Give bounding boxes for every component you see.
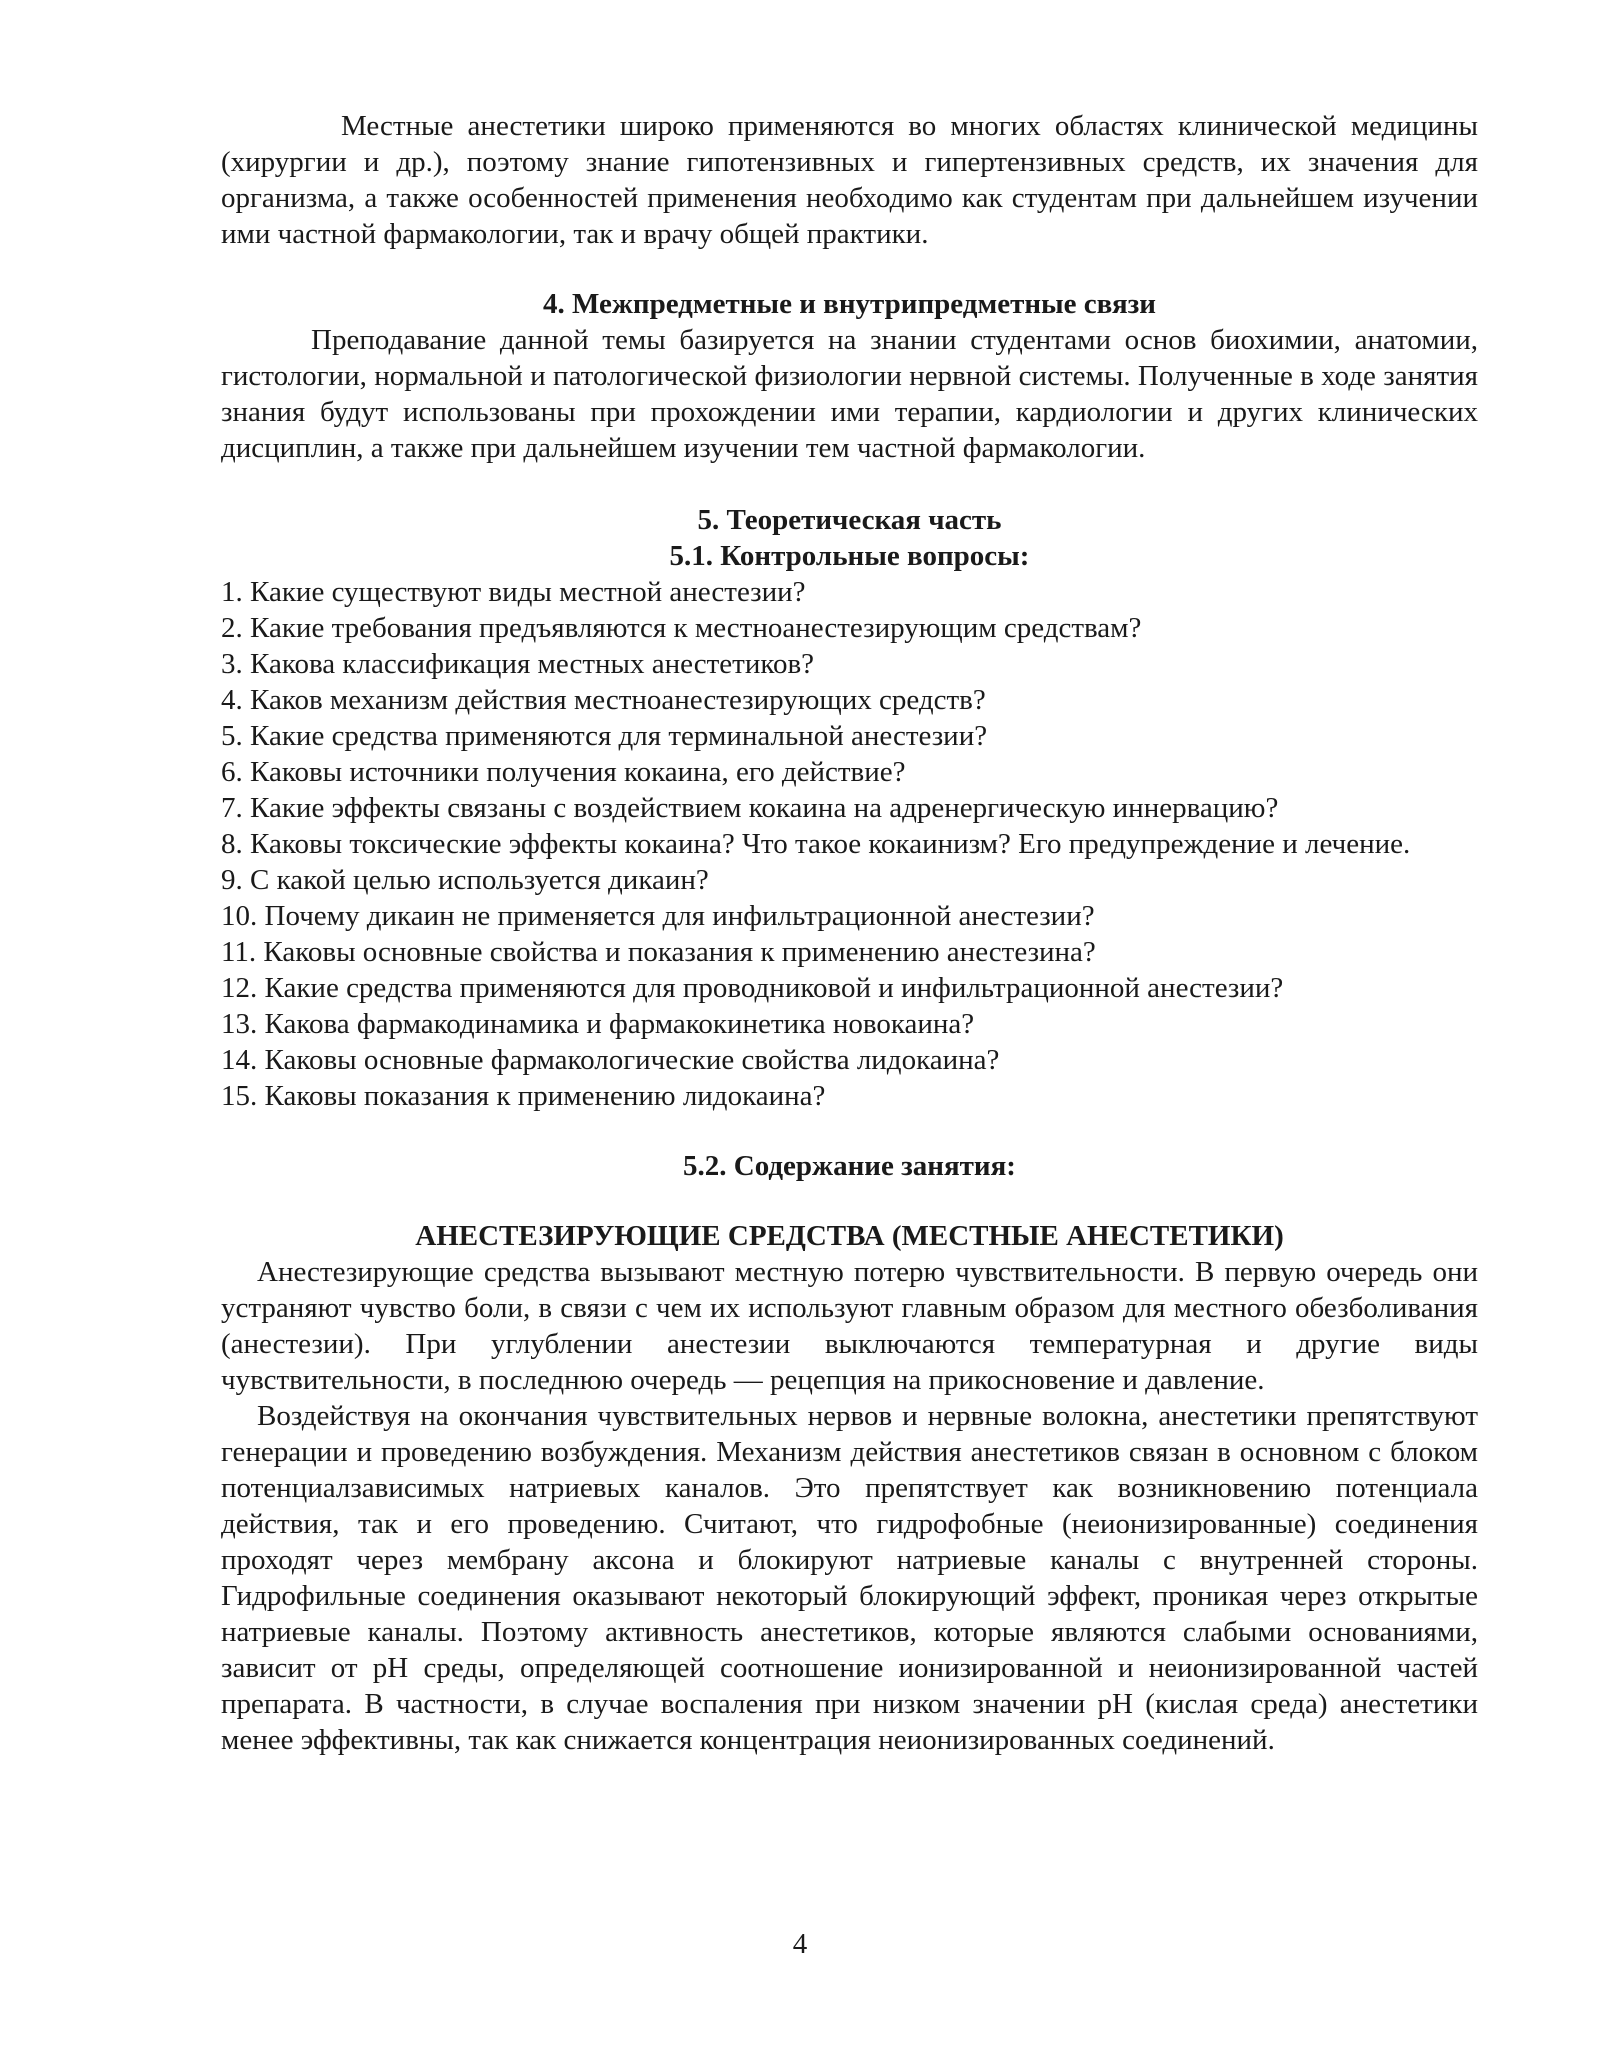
anesthetics-paragraph-2: Воздействуя на окончания чувствительных нервов и нервные волокна, анестетики препятствуют генерации и проведению возбуждения. Механизм действия анестетиков связан в основном с блоком потенциалзависимых натриевых каналов. Это препятствует как возникновению потенциала действия, так и его проведению. Считают, что гидрофобные (неионизированные) соединения проходят через мембрану аксона и блокируют натриевые каналы с внутренней стороны. Гидрофильные соединения оказывают некоторый блокирующий эффект, проникая через открытые натриевые каналы. Поэтому активность анестетиков, которые являются слабыми основаниями, зависит от pH среды, определяющей соотношение ионизированной и неионизированной частей препарата. В частности, в случае воспаления при низком значении pH (кислая среда) анестетики менее эффективны, так как снижается концентрация неионизированных соединений. [221, 1400, 1478, 1756]
anesthetics-paragraph-1: Анестезирующие средства вызывают местную потерю чувствительности. В первую очередь они устраняют чувство боли, в связи с чем их используют главным образом для местного обезболивания (анестезии). При углублении анестезии выключаются температурная и другие виды чувствительности, в последнюю очередь — рецепция на прикосновение и давление. [221, 1256, 1478, 1396]
question-item: 1. Какие существуют виды местной анестезии? [221, 576, 806, 608]
question-item: 14. Каковы основные фармакологические свойства лидокаина? [221, 1044, 1000, 1076]
question-item: 5. Какие средства применяются для терминальной анестезии? [221, 720, 988, 752]
section-4-paragraph: Преподавание данной темы базируется на знании студентами основ биохимии, анатомии, гистологии, нормальной и патологической физиологии нервной системы. Полученные в ходе занятия знания будут использованы при прохождении ими терапии, кардиологии и других клинических дисциплин, а также при дальнейшем изучении тем частной фармакологии. [221, 324, 1478, 464]
question-item: 15. Каковы показания к применению лидокаина? [221, 1080, 826, 1112]
question-item: 9. С какой целью используется дикаин? [221, 864, 709, 896]
question-item: 12. Какие средства применяются для проводниковой и инфильтрационной анестезии? [221, 972, 1284, 1004]
control-questions-list [221, 574, 1478, 1114]
question-item: 7. Какие эффекты связаны с воздействием кокаина на адренергическую иннервацию? [221, 792, 1279, 824]
question-item: 3. Какова классификация местных анестетиков? [221, 648, 815, 680]
document-page [221, 108, 1478, 1758]
question-item: 2. Какие требования предъявляются к местноанестезирующим средствам? [221, 612, 1142, 644]
question-item: 11. Каковы основные свойства и показания к применению анестезина? [221, 936, 1096, 968]
section-5-heading: 5. Теоретическая часть [697, 504, 1002, 536]
control-questions-heading: 5.1. Контрольные вопросы: [669, 540, 1030, 572]
question-item: 10. Почему дикаин не применяется для инфильтрационной анестезии? [221, 900, 1095, 932]
question-item: 8. Каковы токсические эффекты кокаина? Что такое кокаинизм? Его предупреждение и лечение. [221, 828, 1411, 860]
intro-paragraph: Местные анестетики широко применяются во многих областях клинической медицины (хирургии и др.), поэтому знание гипотензивных и гипертензивных средств, их значения для организма, а также особенностей применения необходимо как студентам при дальнейшем изучении ими частной фармакологии, так и врачу общей практики. [221, 110, 1478, 250]
question-item: 4. Каков механизм действия местноанестезирующих средств? [221, 684, 986, 716]
question-item: 6. Каковы источники получения кокаина, его действие? [221, 756, 906, 788]
question-item: 13. Какова фармакодинамика и фармакокинетика новокаина? [221, 1008, 975, 1040]
page-number: 4 [792, 1928, 808, 1960]
anesthetics-title: АНЕСТЕЗИРУЮЩИЕ СРЕДСТВА (МЕСТНЫЕ АНЕСТЕТИКИ) [415, 1220, 1284, 1252]
lesson-content-heading: 5.2. Содержание занятия: [683, 1150, 1016, 1182]
section-4-heading: 4. Межпредметные и внутрипредметные связи [542, 288, 1157, 320]
